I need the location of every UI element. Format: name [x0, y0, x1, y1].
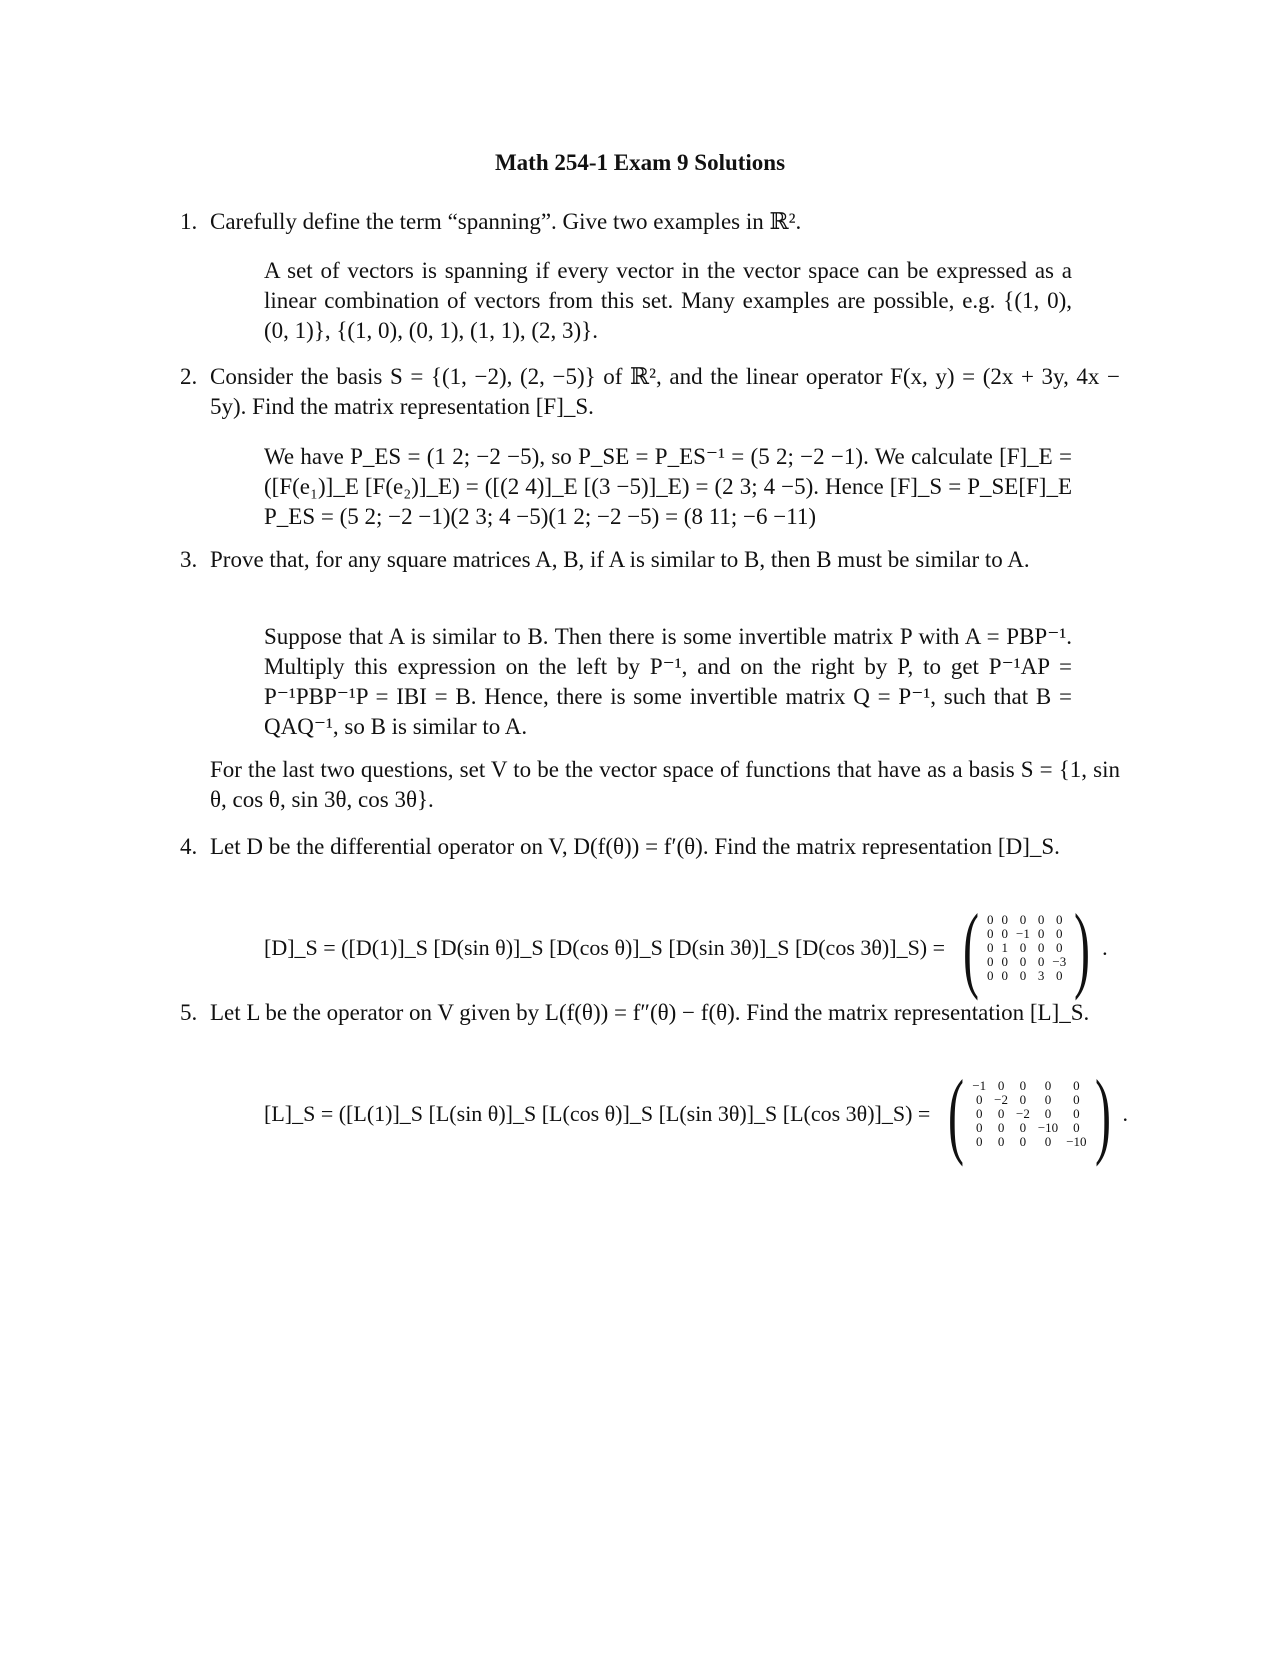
l-matrix-equation [264, 1060, 1128, 1167]
matrix-cell: 0 [1019, 1078, 1027, 1093]
l-expression: [L]_S = ([L(1)]_S [L(sin θ)]_S [L(cos θ)]_S [L(sin 3θ)]_S [L(cos 3θ)]_S) = [264, 1101, 931, 1126]
matrix-cell: 0 [1056, 912, 1063, 927]
matrix-cell: −3 [1052, 954, 1067, 969]
answer-3: Suppose that A is similar to B. Then there is some invertible matrix P with A = PBP⁻¹. Multiply this expression on the left by P⁻¹, and on the right by P, to get P⁻¹AP = P⁻¹PBP⁻¹P = IBI = B. Hence, there is some invertible matrix Q = P⁻¹, such that B = QAQ⁻¹, so B is similar to A. [264, 624, 1072, 739]
right-paren: ) [1094, 1060, 1111, 1167]
matrix-cell: 0 [1073, 1106, 1080, 1121]
matrix-cell: 0 [987, 912, 994, 927]
matrix-cell: 0 [975, 1134, 983, 1149]
matrix-cell: 0 [987, 940, 994, 955]
question-text: Let L be the operator on V given by L(f(θ)) = f″(θ) − f(θ). Find the matrix representation [L]_S. [210, 1000, 1090, 1025]
answer-1: A set of vectors is spanning if every vector in the vector space can be expressed as a linear combination of vectors from this set. Many examples are possible, e.g. {(1, 0), (0, 1)}, {(1, 0), (0, 1), (1, 1), (2, 3)}. [264, 258, 1072, 343]
question-5 [180, 998, 1120, 1028]
period: . [1122, 1101, 1128, 1126]
d-expression: [D]_S = ([D(1)]_S [D(sin θ)]_S [D(cos θ)]_S [D(sin 3θ)]_S [D(cos 3θ)]_S) = [264, 935, 946, 960]
matrix-cell: −10 [1066, 1134, 1087, 1149]
matrix-cell: 0 [1044, 1092, 1052, 1107]
question-number: 1. [180, 209, 198, 234]
matrix-cell: 0 [1001, 954, 1009, 969]
question-number: 2. [180, 364, 198, 389]
matrix-cell: 0 [997, 1106, 1005, 1121]
matrix-cell: 0 [1037, 940, 1045, 955]
question-text: Prove that, for any square matrices A, B, if A is similar to B, then B must be similar to A. [210, 547, 1030, 572]
matrix-cell: −1 [1016, 926, 1030, 941]
question-1 [180, 207, 1120, 237]
matrix-cell: 0 [1073, 1120, 1080, 1135]
matrix-cell: 3 [1037, 968, 1045, 983]
matrix-cell: 0 [1001, 968, 1009, 983]
d-matrix [955, 894, 1098, 1001]
matrix-cell: 0 [1001, 926, 1009, 941]
matrix-cell: 0 [1019, 940, 1027, 955]
period: . [1102, 935, 1108, 960]
question-text: Consider the basis S = {(1, −2), (2, −5)} of ℝ², and the linear operator F(x, y) = (2x + 3y, 4x − 5y). Find the matrix representation [F]_S. [210, 364, 1120, 419]
left-paren: ( [948, 1060, 965, 1167]
answer-2: We have P_ES = (1 2; −2 −5), so P_SE = P_ES⁻¹ = (5 2; −2 −1). We calculate [F]_E = ([F(e₁)]_E [F(e₂)]_E) = ([(2 4)]_E [(3 −5)]_E) = (2 3; 4 −5). Hence [F]_S = P_SE[F]_E P_ES = (5 2; −2 −1)(2 3; 4 −5)(1 2; −2 −5) = (8 11; −6 −11) [264, 444, 1072, 529]
matrix-cell: 0 [1056, 968, 1063, 983]
matrix-cell: 0 [1019, 968, 1027, 983]
matrix-cell: 0 [1056, 926, 1063, 941]
matrix-cell: 0 [997, 1078, 1005, 1093]
matrix-cell: 0 [1044, 1134, 1052, 1149]
matrix-cell: −1 [972, 1078, 987, 1093]
matrix-cell: 0 [997, 1134, 1005, 1149]
matrix-cell: 0 [987, 954, 994, 969]
matrix-cell: 0 [987, 926, 994, 941]
matrix-cell: 0 [1056, 940, 1063, 955]
matrix-cell: 1 [1001, 940, 1009, 955]
l-matrix-grid [972, 1079, 1086, 1149]
matrix-cell: 0 [1001, 912, 1009, 927]
question-4 [180, 832, 1120, 862]
page-title: Math 254-1 Exam 9 Solutions [494, 150, 786, 175]
d-matrix-grid [987, 913, 1066, 983]
matrix-cell: 0 [1019, 1134, 1027, 1149]
matrix-cell: 0 [1037, 912, 1045, 927]
matrix-cell: 0 [1037, 926, 1045, 941]
question-number: 3. [180, 547, 198, 572]
question-text: Let D be the differential operator on V, D(f(θ)) = f′(θ). Find the matrix representation [D]_S. [210, 834, 1060, 859]
matrix-cell: 0 [987, 968, 994, 983]
matrix-cell: 0 [975, 1092, 983, 1107]
matrix-cell: 0 [1019, 1120, 1027, 1135]
matrix-cell: 0 [1044, 1106, 1052, 1121]
question-2 [180, 362, 1120, 422]
question-number: 4. [180, 834, 198, 859]
l-matrix [940, 1060, 1118, 1167]
matrix-cell: 0 [1037, 954, 1045, 969]
section-note: For the last two questions, set V to be the vector space of functions that have as a basis S = {1, sin θ, cos θ, sin 3θ, cos 3θ}. [210, 757, 1120, 812]
matrix-cell: 0 [1019, 912, 1027, 927]
question-text: Carefully define the term “spanning”. Give two examples in ℝ². [210, 209, 802, 234]
matrix-cell: 0 [975, 1106, 983, 1121]
matrix-cell: 0 [1019, 954, 1027, 969]
left-paren: ( [963, 894, 980, 1001]
d-matrix-equation [264, 894, 1108, 1001]
matrix-cell: 0 [997, 1120, 1005, 1135]
matrix-cell: 0 [1044, 1078, 1052, 1093]
right-paren: ) [1074, 894, 1091, 1001]
matrix-cell: 0 [1073, 1078, 1080, 1093]
question-number: 5. [180, 1000, 198, 1025]
matrix-cell: 0 [975, 1120, 983, 1135]
matrix-cell: −2 [994, 1092, 1008, 1107]
matrix-cell: 0 [1019, 1092, 1027, 1107]
matrix-cell: −2 [1016, 1106, 1030, 1121]
matrix-cell: 0 [1073, 1092, 1080, 1107]
matrix-cell: −10 [1037, 1120, 1059, 1135]
question-3 [180, 545, 1120, 575]
